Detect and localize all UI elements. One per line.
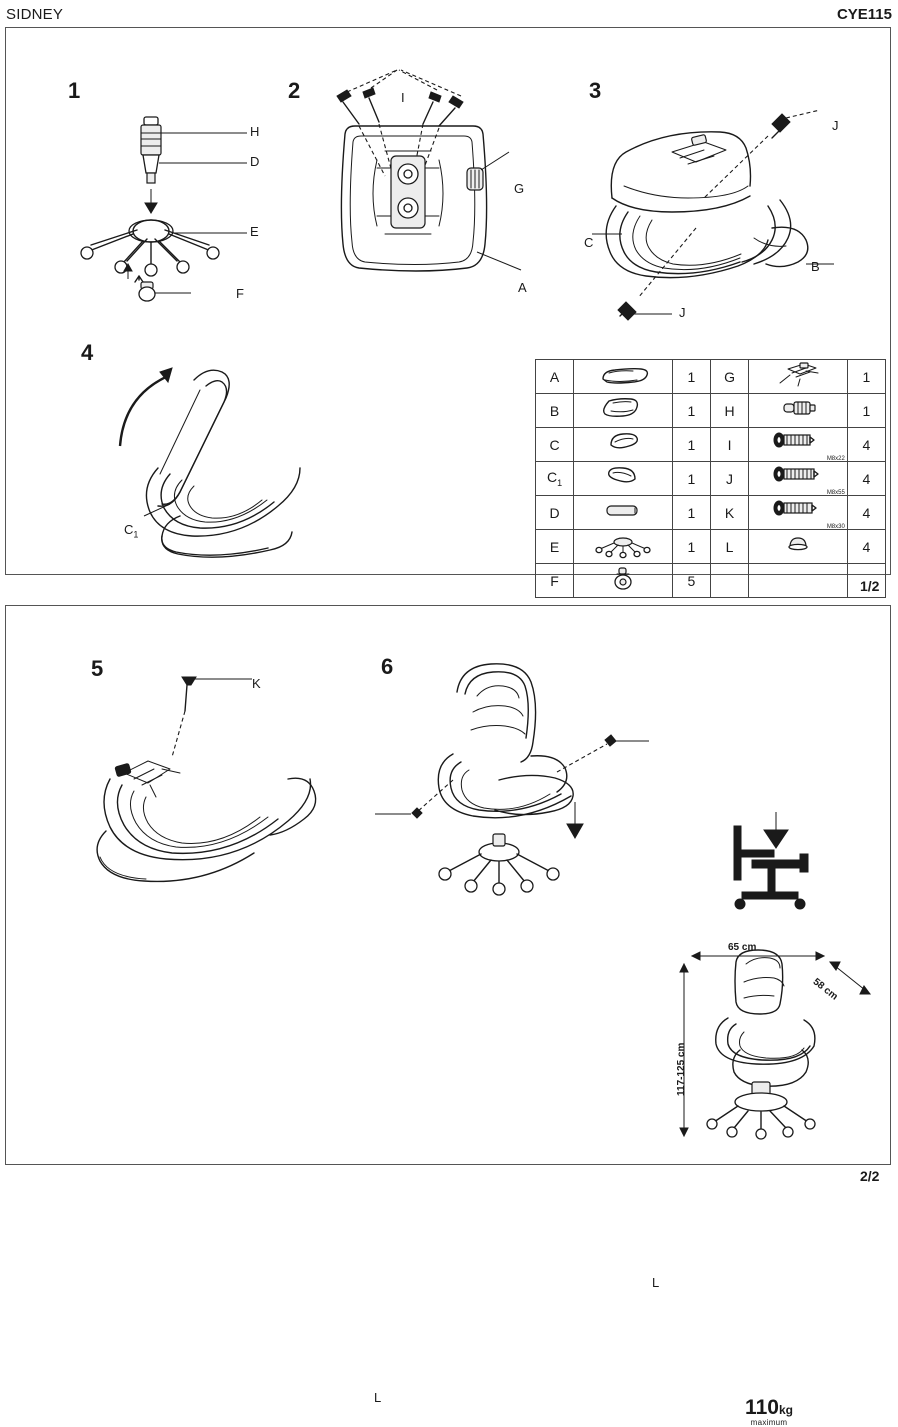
part-image-cell — [574, 462, 673, 496]
page-number-1: 1/2 — [860, 578, 880, 594]
part-qty: 1 — [672, 360, 710, 394]
max-weight-unit: kg — [778, 1403, 793, 1417]
part-image-cell — [574, 360, 673, 394]
table-row — [536, 394, 886, 428]
part-image-cell — [574, 496, 673, 530]
part-letter: F — [536, 564, 574, 598]
width-dimension-label: 65 cm — [728, 942, 757, 953]
callout-l-left: L — [374, 1390, 382, 1405]
screw-spec-label: M8x55 — [826, 489, 845, 496]
mechanism-plate-icon — [749, 361, 847, 393]
callout-e: E — [250, 224, 259, 239]
part-letter: A — [536, 360, 574, 394]
step-number-1: 1 — [68, 78, 81, 103]
part-letter: L — [710, 530, 748, 564]
callout-b: B — [811, 259, 820, 274]
max-weight-value: 110 — [745, 1396, 779, 1419]
part-image-cell — [749, 360, 848, 394]
part-letter: J — [710, 462, 748, 496]
callout-d: D — [250, 154, 260, 169]
step-2-diagram — [281, 56, 541, 306]
five-star-base-icon — [574, 531, 672, 563]
brand-name: SIDNEY — [6, 5, 64, 23]
step-number-4: 4 — [81, 340, 94, 365]
table-row — [536, 530, 886, 564]
callout-i: I — [401, 90, 405, 105]
screw-spec-label: M8x22 — [826, 455, 845, 462]
step-6-diagram — [361, 644, 641, 934]
part-image-cell — [749, 530, 848, 564]
table-row — [536, 462, 886, 496]
max-weight-label — [724, 1396, 814, 1427]
seat-cushion-icon — [574, 361, 672, 393]
callout-f: F — [236, 286, 244, 301]
empty-image-cell — [749, 564, 848, 598]
part-letter: C — [536, 428, 574, 462]
part-image-cell — [574, 394, 673, 428]
part-qty: 4 — [847, 530, 885, 564]
model-code: CYE115 — [836, 5, 892, 23]
table-row — [536, 564, 886, 598]
table-row — [536, 496, 886, 530]
part-letter: H — [710, 394, 748, 428]
step-1-caster-icon — [131, 276, 191, 306]
part-qty: 1 — [672, 496, 710, 530]
screw-icon — [749, 497, 847, 529]
callout-a: A — [518, 280, 527, 295]
callout-c: C — [584, 235, 594, 250]
gas-lift-cover-icon — [749, 395, 847, 427]
part-image-cell — [749, 394, 848, 428]
part-image-cell — [574, 428, 673, 462]
part-qty: 4 — [847, 462, 885, 496]
callout-j-top: J — [832, 118, 839, 133]
max-weight-diagram — [712, 804, 852, 944]
height-dimension-label: 117-125 cm — [676, 1042, 687, 1096]
depth-dimension-label: 58 cm — [810, 976, 840, 1003]
armrest-right-icon — [574, 429, 672, 461]
part-letter: D — [536, 496, 574, 530]
callout-c1: $C_1$ — [124, 522, 139, 540]
part-qty: 4 — [847, 496, 885, 530]
cap-cover-icon — [749, 531, 847, 563]
part-qty: 1 — [672, 394, 710, 428]
part-letter: G — [710, 360, 748, 394]
step-number-2: 2 — [288, 78, 301, 103]
part-image-cell — [749, 496, 848, 530]
part-letter: $C_1$ — [536, 462, 574, 496]
document-header — [6, 2, 892, 26]
part-qty: 4 — [847, 428, 885, 462]
part-qty: 1 — [847, 360, 885, 394]
part-image-cell — [574, 564, 673, 598]
part-qty: 1 — [672, 530, 710, 564]
step-number-3: 3 — [589, 78, 602, 103]
step-5-diagram — [76, 661, 356, 921]
part-letter: E — [536, 530, 574, 564]
dimensions-diagram — [666, 936, 896, 1166]
part-letter: B — [536, 394, 574, 428]
part-image-cell — [749, 428, 848, 462]
callout-j-bottom: J — [679, 305, 686, 320]
callout-l-right: L — [652, 1275, 660, 1290]
part-image-cell — [749, 462, 848, 496]
part-qty: 1 — [672, 462, 710, 496]
table-row — [536, 360, 886, 394]
part-qty: 5 — [672, 564, 710, 598]
step-3-diagram — [576, 88, 866, 328]
step-1-diagram — [61, 103, 276, 283]
part-letter: K — [710, 496, 748, 530]
gas-cylinder-icon — [574, 497, 672, 529]
screw-spec-label: M8x30 — [826, 523, 845, 530]
callout-g: G — [514, 181, 525, 196]
empty-letter-cell — [710, 564, 748, 598]
screw-icon — [749, 463, 847, 495]
armrest-left-icon — [574, 463, 672, 495]
screw-icon — [749, 429, 847, 461]
callout-h: H — [250, 124, 260, 139]
parts-list-table — [535, 359, 886, 598]
table-row — [536, 428, 886, 462]
part-letter: I — [710, 428, 748, 462]
part-image-cell — [574, 530, 673, 564]
part-qty: 1 — [672, 428, 710, 462]
callout-k: K — [252, 676, 261, 691]
caster-wheel-icon — [574, 565, 672, 597]
backrest-icon — [574, 395, 672, 427]
part-qty: 1 — [847, 394, 885, 428]
max-weight-word: maximum — [750, 1418, 788, 1427]
step-number-6: 6 — [381, 654, 394, 679]
step-number-5: 5 — [91, 656, 104, 681]
page-number-2: 2/2 — [860, 1168, 880, 1184]
